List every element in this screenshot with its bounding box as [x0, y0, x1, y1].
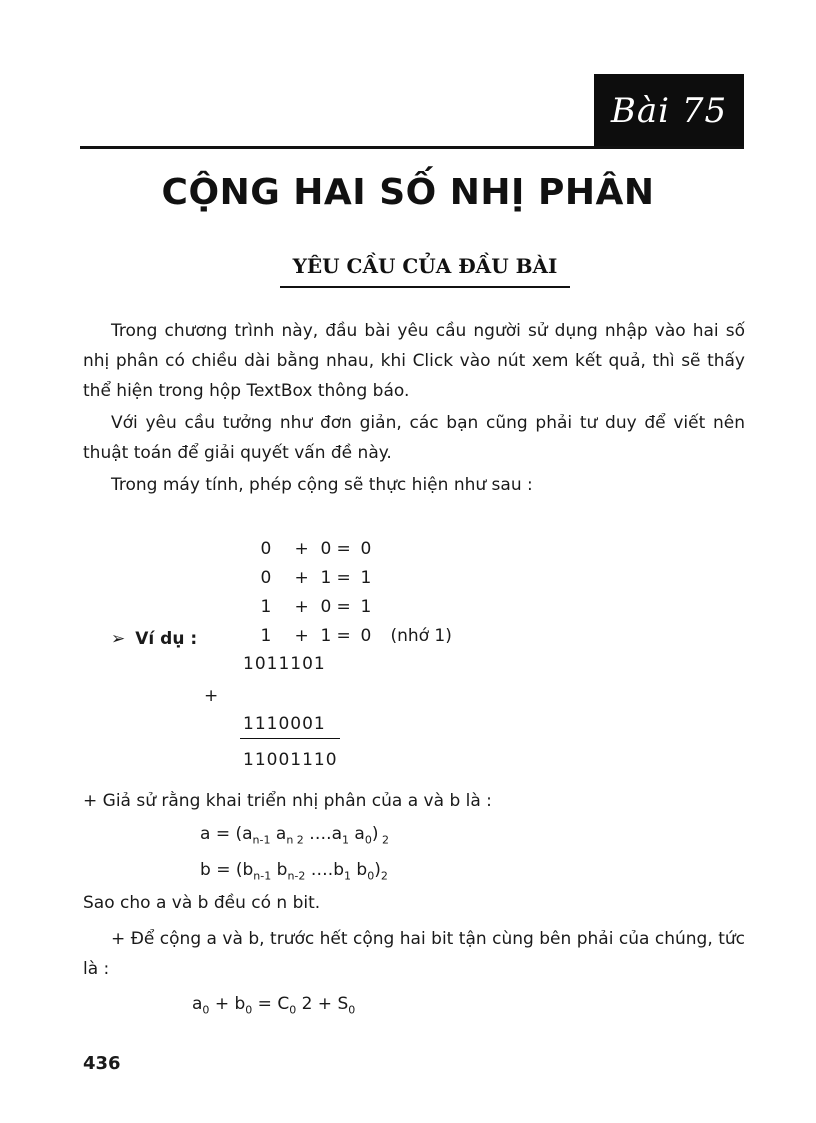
example-result: 11001110 — [243, 750, 338, 770]
page-number: 436 — [83, 1053, 121, 1074]
row-equals: = — [336, 626, 351, 646]
row-operand-a: 0 — [260, 568, 272, 588]
paragraph-intro-text: Trong chương trình này, đầu bài yêu cầu người sử dụng nhập vào hai số nhị phân có chiều dài bằng nhau, khi Click vào nút xem kết quả, thì sẽ thấy thể hiện trong hộp TextBox thông báo. — [83, 321, 745, 401]
row-operand-a: 0 — [260, 539, 272, 559]
example-operand-1: 1011101 — [243, 654, 326, 674]
row-operand-b: 0 — [320, 539, 332, 559]
paragraph-intro — [83, 316, 745, 406]
sum-rule — [240, 738, 340, 739]
header-rule — [80, 146, 744, 149]
addition-row — [228, 506, 452, 559]
row-operand-a: 1 — [260, 597, 272, 617]
row-operand-b: 1 — [320, 626, 332, 646]
row-note: (nhớ 1) — [390, 626, 452, 646]
paragraph-computer-addition — [83, 470, 745, 500]
row-plus: + — [294, 626, 309, 646]
paragraph-expansion-text: + Giả sử rằng khai triển nhị phân của a và b là : — [83, 791, 492, 811]
row-result: 0 — [360, 539, 372, 559]
paragraph-add-rightmost-text: + Để cộng a và b, trước hết cộng hai bit tận cùng bên phải của chúng, tức là : — [83, 929, 745, 979]
row-equals: = — [336, 568, 351, 588]
arrow-bullet-icon: ➢ — [111, 629, 126, 649]
row-equals: = — [336, 539, 351, 559]
paragraph-thinking — [83, 408, 745, 468]
example-label-text: Ví dụ : — [135, 629, 198, 649]
row-result: 1 — [360, 568, 372, 588]
row-result: 0 — [360, 626, 372, 646]
lesson-number-box — [594, 74, 744, 148]
paragraph-nbit-text: Sao cho a và b đều có n bit. — [83, 893, 321, 913]
section-heading: YÊU CẦU CỦA ĐẦU BÀI — [280, 254, 570, 288]
formula-a: $a = (a_{n-1}$ $a_{n 2}$ $\dots.a_1$ $a_0$) $_2$ — [200, 824, 389, 847]
row-equals: = — [336, 597, 351, 617]
row-plus: + — [294, 597, 309, 617]
row-result: 1 — [360, 597, 372, 617]
example-operand-2: 1110001 — [243, 714, 326, 734]
paragraph-thinking-text: Với yêu cầu tưởng như đơn giản, các bạn cũng phải tư duy để viết nên thuật toán để giải quyết vấn đề này. — [83, 413, 745, 463]
row-operand-b: 0 — [320, 597, 332, 617]
paragraph-expansion — [83, 786, 745, 816]
paragraph-add-rightmost — [83, 924, 745, 984]
lesson-number: Bài 75 — [610, 91, 728, 131]
paragraph-computer-addition-text: Trong máy tính, phép cộng sẽ thực hiện như sau : — [111, 475, 533, 495]
row-plus: + — [294, 539, 309, 559]
binary-addition-table — [228, 506, 452, 646]
formula-sum: $a_0 + b_0 = C_0$ $2 + S_0$ — [192, 994, 356, 1017]
row-operand-a: 1 — [260, 626, 272, 646]
example-label — [111, 624, 197, 654]
row-operand-b: 1 — [320, 568, 332, 588]
example-plus-sign: + — [204, 686, 219, 706]
chapter-title: CỘNG HAI SỐ NHỊ PHÂN — [161, 172, 655, 213]
paragraph-nbit — [83, 888, 745, 918]
row-plus: + — [294, 568, 309, 588]
formula-b: $b = (b_{n-1}$ $b_{n-2}$ $\dots.b_1$ $b_0)_2$ — [200, 860, 388, 883]
